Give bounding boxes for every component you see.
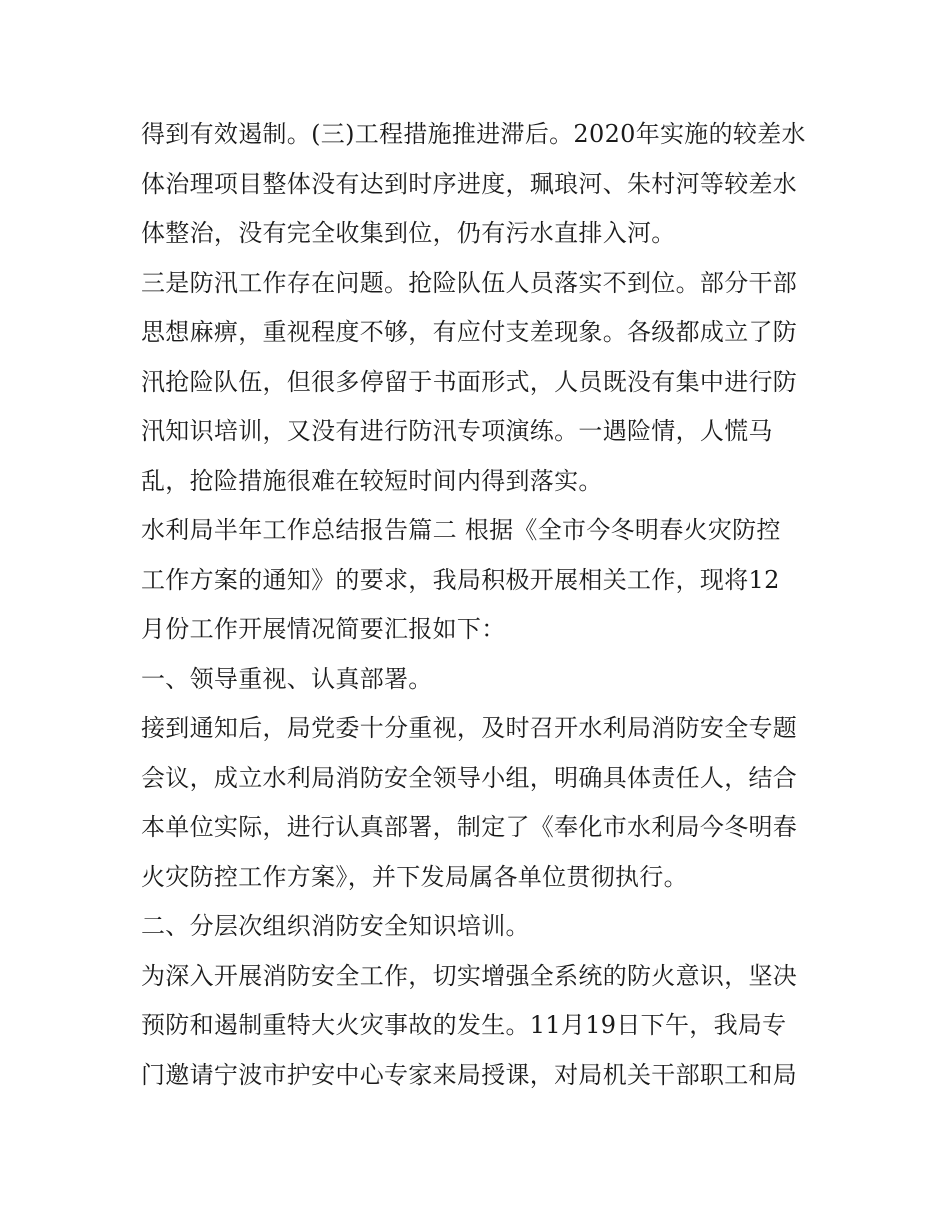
paragraph-3-line-2: 工作方案的通知》的要求，我局积极开展相关工作，现将12 bbox=[141, 565, 780, 594]
paragraph-5-line-3: 门邀请宁波市护安中心专家来局授课，对局机关干部职工和局 bbox=[141, 1060, 798, 1089]
paragraph-2 bbox=[141, 259, 820, 507]
paragraph-4 bbox=[141, 704, 820, 902]
paragraph-5-line-2: 预防和遏制重特大火灾事故的发生。11月19日下午，我局专 bbox=[141, 1011, 787, 1039]
section-heading-1-line-1: 一、领导重视、认真部署。 bbox=[141, 664, 433, 693]
paragraph-4-line-2: 会议，成立水利局消防安全领导小组，明确具体责任人，结合 bbox=[141, 763, 798, 792]
paragraph-4-line-4: 火灾防控工作方案》，并下发局属各单位贯彻执行。 bbox=[141, 862, 688, 891]
paragraph-1-line-3: 体整治，没有完全收集到位，仍有污水直排入河。 bbox=[141, 219, 676, 247]
paragraph-4-line-1: 接到通知后，局党委十分重视，及时召开水利局消防安全专题 bbox=[141, 714, 798, 742]
paragraph-3 bbox=[141, 506, 820, 655]
paragraph-1-line-2: 体治理项目整体没有达到时序进度，珮琅河、朱村河等较差水 bbox=[141, 169, 798, 198]
paragraph-5 bbox=[141, 952, 820, 1101]
paragraph-2-line-4: 汛知识培训，又没有进行防汛专项演练。一遇险情，人慌马 bbox=[141, 417, 773, 445]
paragraph-2-line-2: 思想麻痹，重视程度不够，有应付支差现象。各级都成立了防 bbox=[141, 318, 798, 346]
section-heading-2 bbox=[141, 902, 820, 952]
section-heading-2-line-1: 二、分层次组织消防安全知识培训。 bbox=[141, 912, 530, 940]
paragraph-3-line-3: 月份工作开展情况简要汇报如下： bbox=[141, 615, 506, 643]
paragraph-2-line-1: 三是防汛工作存在问题。抢险队伍人员落实不到位。部分干部 bbox=[141, 268, 798, 297]
paragraph-5-line-1: 为深入开展消防安全工作，切实增强全系统的防火意识，坚决 bbox=[141, 961, 798, 990]
paragraph-4-line-3: 本单位实际，进行认真部署，制定了《奉化市水利局今冬明春 bbox=[141, 813, 798, 841]
paragraph-3-line-1: 水利局半年工作总结报告篇二 根据《全市今冬明春火灾防控 bbox=[141, 516, 781, 544]
paragraph-2-line-5: 乱，抢险措施很难在较短时间内得到落实。 bbox=[141, 466, 603, 495]
section-heading-1 bbox=[141, 655, 820, 705]
paragraph-1-line-1: 得到有效遏制。(三)工程措施推进滞后。2020年实施的较差水 bbox=[141, 120, 806, 148]
paragraph-1 bbox=[141, 110, 820, 259]
paragraph-2-line-3: 汛抢险队伍，但很多停留于书面形式，人员既没有集中进行防 bbox=[141, 367, 798, 396]
